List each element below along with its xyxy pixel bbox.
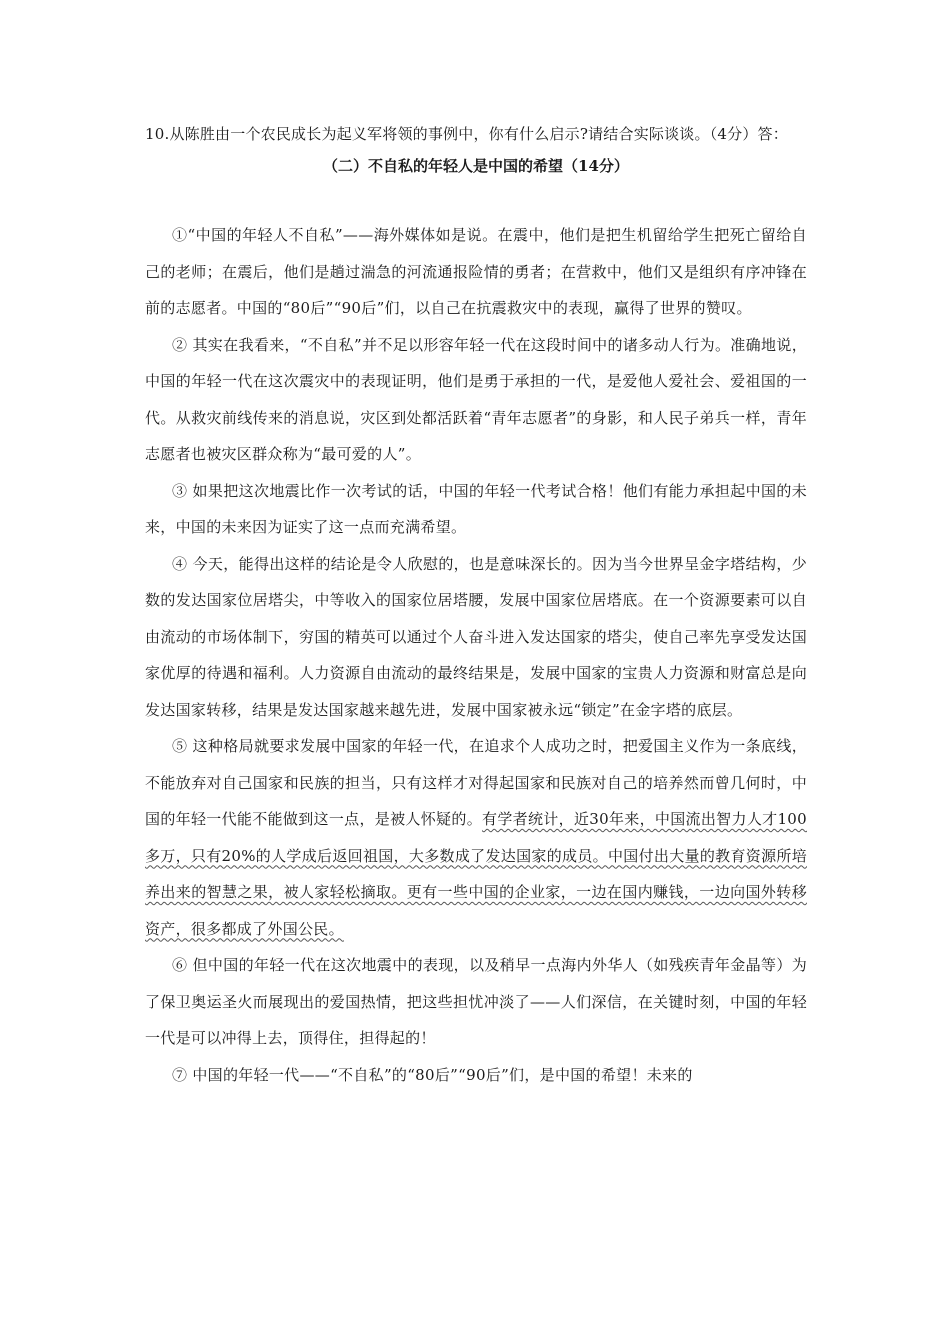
paragraph-5 [145,728,807,947]
paragraph-1: ①“中国的年轻人不自私”——海外媒体如是说。在震中，他们是把生机留给学生把死亡留给自己的老师；在震后，他们是趟过湍急的河流通报险情的勇者；在营救中，他们又是组织有序冲锋在前的志愿者。中国的“80后”“90后”们，以自己在抗震救灾中的表现，赢得了世界的赞叹。 [145,226,807,317]
section-title: （二）不自私的年轻人是中国的希望（14分） [323,157,629,175]
paragraph-5-lead: ⑤ 这种格局就要求发展中国家的年轻一代，在追求个人成功之时，把爱国主义作为一条底线，不能放弃对自己国家和民族的担当，只有这样才对得起国家和民族对自己的培养然而曾几何时，中国的年轻一代能不能做到这一点，是被人怀疑的。 [145,737,807,828]
question-10: 10.从陈胜由一个农民成长为起义军将领的事例中，你有什么启示?请结合实际谈谈。（4分）答： [145,125,788,143]
paragraph-7: ⑦ 中国的年轻一代——“不自私”的“80后”“90后”们，是中国的希望！未来的 [172,1065,693,1084]
paragraph-2: ② 其实在我看来，“不自私”并不足以形容年轻一代在这段时间中的诸多动人行为。准确地说，中国的年轻一代在这次震灾中的表现证明，他们是勇于承担的一代，是爱他人爱社会、爱祖国的一代。从救灾前线传来的消息说，灾区到处都活跃着“青年志愿者”的身影，和人民子弟兵一样，青年志愿者也被灾区群众称为“最可爱的人”。 [145,335,807,463]
paragraph-6: ⑥ 但中国的年轻一代在这次地震中的表现，以及稍早一点海内外华人（如残疾青年金晶等）为了保卫奥运圣火而展现出的爱国热情，把这些担忧冲淡了——人们深信，在关键时刻，中国的年轻一代是可以冲得上去，顶得住，担得起的！ [145,956,807,1047]
paragraph-4: ④ 今天，能得出这样的结论是令人欣慰的，也是意味深长的。因为当今世界呈金字塔结构，少数的发达国家位居塔尖，中等收入的国家位居塔腰，发展中国家位居塔底。在一个资源要素可以自由流动的市场体制下，穷国的精英可以通过个人奋斗进入发达国家的塔尖，使自己率先享受发达国家优厚的待遇和福利。人力资源自由流动的最终结果是，发展中国家的宝贵人力资源和财富总是向发达国家转移，结果是发达国家越来越先进，发展中国家被永远“锁定”在金字塔的底层。 [145,554,807,719]
document-page [145,118,807,1093]
paragraph-3: ③ 如果把这次地震比作一次考试的话，中国的年轻一代考试合格！他们有能力承担起中国的未来，中国的未来因为证实了这一点而充满希望。 [145,481,807,536]
paragraph-5-underlined-passage: 有学者统计，近30年来，中国流出智力人才100多万，只有20%的人学成后返回祖国，大多数成了发达国家的成员。中国付出大量的教育资源所培养出来的智慧之果，被人家轻松摘取。更有一些中国的企业家，一边在国内赚钱，一边向国外转移资产，很多都成了外国公民。 [145,810,807,938]
